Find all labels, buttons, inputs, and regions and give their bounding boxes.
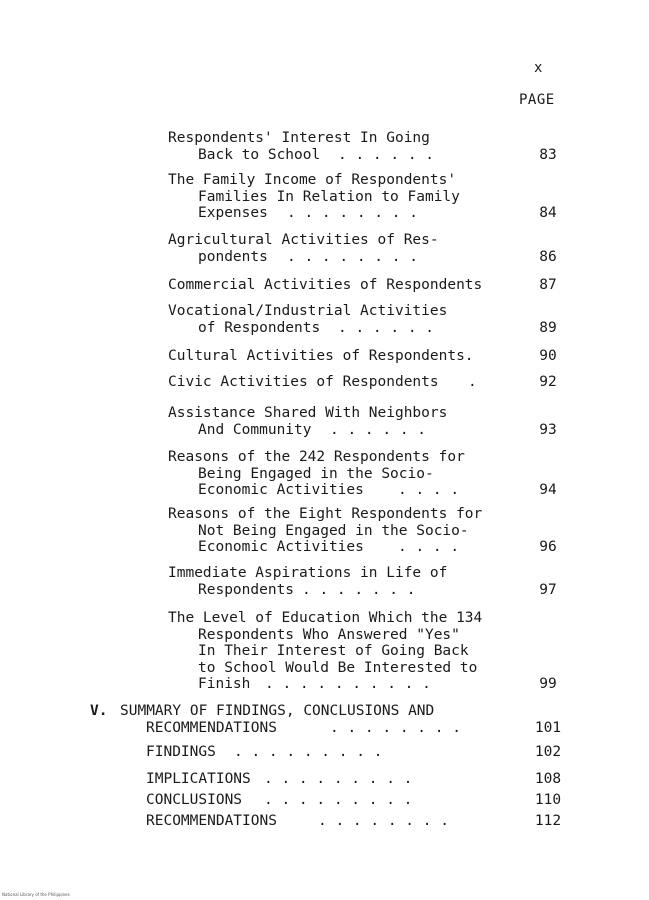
leader-dots: . . . . . .	[338, 319, 435, 336]
subsection-page-number: 108	[534, 771, 562, 787]
entry-line: Vocational/Industrial Activities	[168, 303, 448, 319]
entry-line: Respondents Who Answered "Yes"	[198, 626, 460, 643]
entry-line: Immediate Aspirations in Life of	[168, 565, 448, 581]
leader-dots: . . . . . . . . .	[234, 744, 383, 760]
entry-line: In Their Interest of Going Back	[198, 643, 469, 660]
entry-line: Being Engaged in the Socio-	[198, 465, 434, 482]
entry-line: of Respondents	[198, 319, 321, 336]
entry-line: Civic Activities of Respondents	[168, 374, 439, 390]
leader-dots: . . . . . .	[330, 421, 427, 438]
entry-line: Assistance Shared With Neighbors	[168, 405, 448, 421]
entry-line: The Family Income of Respondents'	[168, 172, 457, 188]
leader-dots: . . . . . . . .	[287, 248, 418, 265]
entry-page-number: 96	[539, 539, 557, 556]
entry-page-number: 86	[539, 248, 557, 265]
chapter-number: V.	[90, 703, 108, 719]
chapter-title-line: RECOMMENDATIONS	[146, 719, 277, 736]
subsection-label: FINDINGS	[146, 744, 216, 760]
leader-dots: . . . . . . . .	[318, 813, 449, 829]
subsection-page-number: 102	[534, 744, 562, 760]
chapter-page-number: 101	[534, 719, 562, 736]
entry-line: Economic Activities	[198, 539, 364, 556]
entry-line: Agricultural Activities of Res-	[168, 232, 439, 248]
entry-page-number: 84	[539, 205, 557, 222]
entry-page-number: 83	[539, 146, 557, 163]
leader-dots: .	[468, 374, 477, 390]
entry-line: Back to School	[198, 146, 321, 163]
entry-line: Commercial Activities of Respondents	[168, 277, 483, 293]
subsection-label: RECOMMENDATIONS	[146, 813, 277, 829]
entry-page-number: 92	[539, 374, 557, 390]
entry-page-number: 89	[539, 319, 557, 336]
entry-page-number: 99	[539, 676, 557, 693]
entry-page-number: 87	[539, 277, 557, 293]
entry-line: Cultural Activities of Respondents.	[168, 348, 474, 364]
leader-dots: . . . . . . . .	[287, 205, 418, 222]
entry-line: Respondents	[198, 581, 295, 598]
chapter-title-line: SUMMARY OF FINDINGS, CONCLUSIONS AND	[120, 703, 435, 719]
entry-line: And Community	[198, 421, 312, 438]
leader-dots: . . . . . . . . .	[264, 792, 413, 808]
entry-page-number: 93	[539, 421, 557, 438]
subsection-page-number: 110	[534, 792, 562, 808]
entry-line: Reasons of the Eight Respondents for	[168, 506, 483, 522]
subsection-label: CONCLUSIONS	[146, 792, 243, 808]
leader-dots: . . . . . . . . . .	[265, 676, 431, 693]
leader-dots: . . . . . .	[338, 146, 435, 163]
subsection-page-number: 112	[534, 813, 562, 829]
entry-line: pondents	[198, 248, 268, 265]
entry-line: to School Would Be Interested to	[198, 659, 478, 676]
subsection-label: IMPLICATIONS	[146, 771, 251, 787]
entry-page-number: 90	[539, 348, 557, 364]
entry-page-number: 97	[539, 581, 557, 598]
entry-line: Reasons of the 242 Respondents for	[168, 449, 465, 465]
leader-dots: . . . .	[398, 482, 460, 499]
entry-line: Expenses	[198, 205, 268, 222]
leader-dots: . . . . . . .	[302, 581, 416, 598]
entry-line: Not Being Engaged in the Socio-	[198, 522, 469, 539]
entry-line: Finish	[198, 676, 251, 693]
entry-line: The Level of Education Which the 134	[168, 610, 483, 626]
library-footer: National Library of the Philippines	[2, 892, 70, 897]
leader-dots: . . . .	[398, 539, 460, 556]
page-column-header: PAGE	[519, 92, 555, 108]
leader-dots: . . . . . . . . .	[264, 771, 413, 787]
entry-line: Families In Relation to Family	[198, 188, 460, 205]
entry-line: Respondents' Interest In Going	[168, 130, 430, 146]
leader-dots: . . . . . . . .	[330, 719, 461, 736]
entry-line: Economic Activities	[198, 482, 364, 499]
roman-page-number: x	[534, 60, 543, 76]
entry-page-number: 94	[539, 482, 557, 499]
